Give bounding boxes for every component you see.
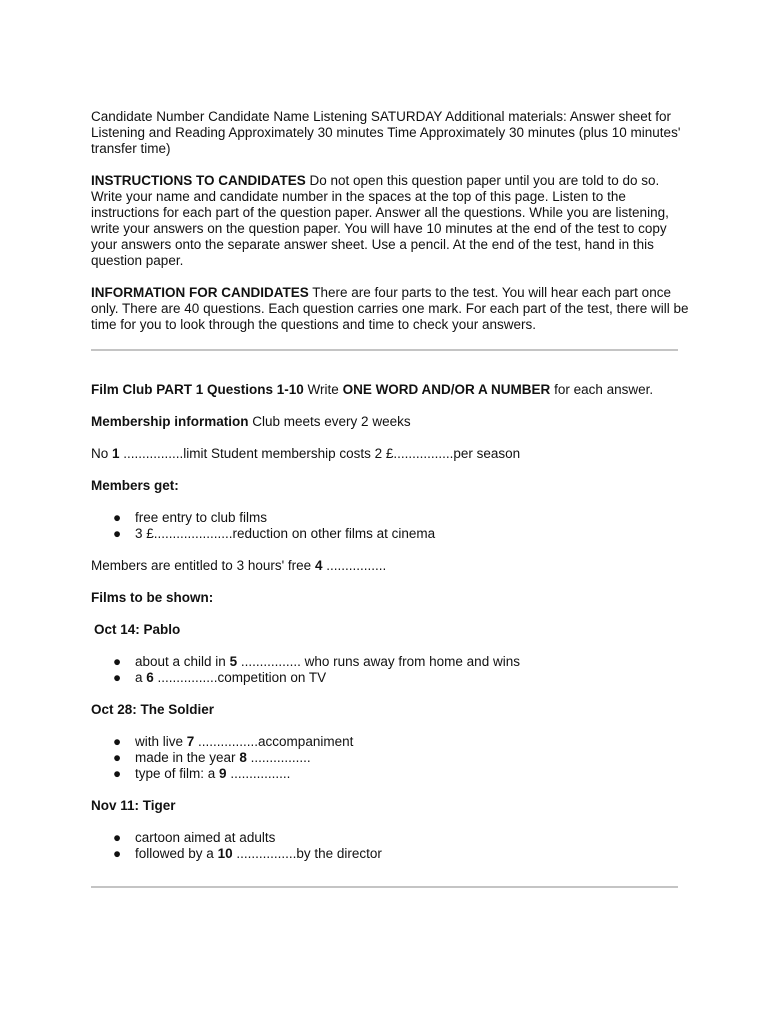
bullet-icon: ●: [113, 670, 122, 685]
members-get-heading: Members get:: [91, 478, 179, 493]
instructions-body: Do not open this question paper until you are told to do so. Write your name and candidate number in the spaces at the top of this page. Listen to the instructions for each part of the question paper. Answer all the questions. While you are listening, write your answers on the question paper. You will have 10 minutes at the end of the test to copy your answers onto the separate answer sheet. Use a pencil. At the end of the test, hand in this question paper.: [91, 173, 669, 268]
film2-title: Oct 28: The Soldier: [91, 702, 215, 717]
question-1-line: No 1 ................limit Student membership costs 2 £................per season: [91, 446, 521, 461]
question-4-line: Members are entitled to 3 hours' free 4 ................: [91, 558, 387, 573]
bullet-icon: ●: [113, 766, 122, 781]
films-heading: Films to be shown:: [91, 590, 214, 605]
film3-list: [91, 830, 691, 862]
information-body: There are four parts to the test. You will hear each part once only. There are 40 questions. Each question carries one mark. For each part of the test, there will be time for you to look through the questions and time to check your answers.: [91, 285, 689, 332]
question-number-9: 9: [219, 766, 227, 781]
part1-answer-rule: ONE WORD AND/OR A NUMBER: [342, 382, 551, 397]
film3-title: Nov 11: Tiger: [91, 798, 176, 813]
question-number-8: 8: [239, 750, 247, 765]
film1-title: Oct 14: Pablo: [94, 622, 181, 637]
question-number-7: 7: [186, 734, 195, 749]
film2-list: [91, 734, 691, 782]
membership-info-label: Membership information: [91, 414, 249, 429]
information-title: INFORMATION FOR CANDIDATES: [91, 285, 309, 300]
film1-list: [91, 654, 691, 686]
section-divider-bottom: [91, 886, 678, 888]
instructions-paragraph: [91, 173, 691, 269]
list-item: ● free entry to club films: [113, 510, 268, 525]
page-content: [91, 109, 691, 888]
information-paragraph: [91, 285, 691, 333]
part1-title: Film Club PART 1 Questions 1-10 Write ONE WORD AND/OR A NUMBER for each answer.: [91, 382, 654, 397]
question-number-1: 1: [112, 446, 120, 461]
part1-title-bold: Film Club PART 1 Questions 1-10: [91, 382, 304, 397]
intro-paragraph: Candidate Number Candidate Name Listening SATURDAY Additional materials: Answer sheet for Listening and Reading Approximately 30 minutes Time Approximately 30 minutes (plus 10 minutes' transfer time): [91, 109, 681, 156]
list-item: ● made in the year 8 ................: [113, 750, 311, 765]
list-item: ● a 6 ................competition on TV: [113, 670, 327, 685]
bullet-icon: ●: [113, 830, 122, 845]
question-number-10: 10: [217, 846, 233, 861]
bullet-icon: ●: [113, 846, 122, 861]
question-number-5: 5: [229, 654, 238, 669]
bullet-icon: ●: [113, 750, 122, 765]
list-item: ● type of film: a 9 ................: [113, 766, 291, 781]
list-item: ● about a child in 5 ................ who runs away from home and wins: [113, 654, 520, 669]
list-item: ● followed by a 10 ................by the director: [113, 846, 382, 861]
instructions-title: INSTRUCTIONS TO CANDIDATES: [91, 173, 306, 188]
question-number-6: 6: [146, 670, 154, 685]
bullet-icon: ●: [113, 734, 122, 749]
bullet-icon: ●: [113, 510, 122, 525]
list-item: ● with live 7 ................accompaniment: [113, 734, 354, 749]
bullet-icon: ●: [113, 654, 122, 669]
membership-info-line: Membership information Club meets every 2 weeks: [91, 414, 411, 429]
bullet-icon: ●: [113, 526, 122, 541]
question-number-4: 4: [314, 558, 323, 573]
list-item: ● 3 £.....................reduction on other films at cinema: [113, 526, 436, 541]
list-item: ● cartoon aimed at adults: [113, 830, 276, 845]
members-get-list: [91, 510, 691, 542]
